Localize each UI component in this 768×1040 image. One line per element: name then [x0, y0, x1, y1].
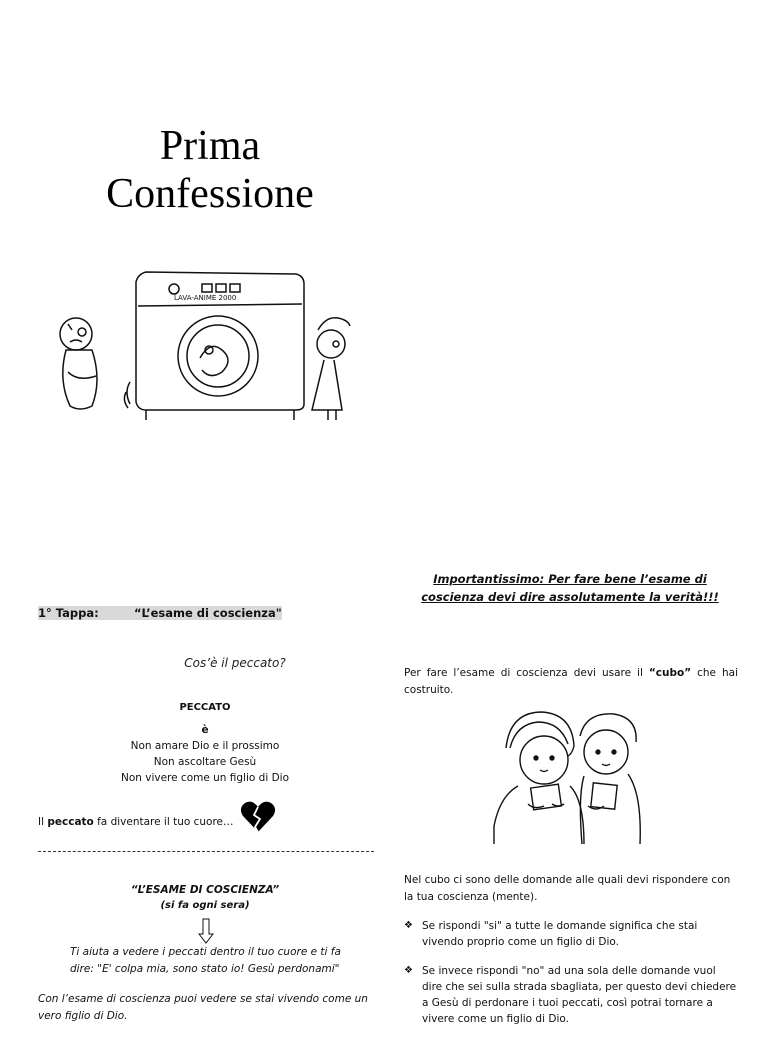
washing-machine-illustration [52, 262, 357, 430]
cubo-paragraph: Per fare l’esame di coscienza devi usare il “cubo” che hai costruito. [404, 667, 738, 696]
peccato-question: Cos’è il peccato? [184, 656, 286, 670]
cuore-sentence: Il peccato fa diventare il tuo cuore… [38, 816, 234, 828]
diamond-bullet-icon: ❖ [404, 965, 413, 976]
tappa-title: “L’esame di coscienza" [134, 606, 282, 620]
peccato-e: è [201, 724, 209, 736]
important-note: Importantissimo: Per fare bene l’esame di coscienza devi dire assolutamente la verità!!! [421, 572, 719, 604]
esame-heading: “L’ESAME DI COSCIENZA” [130, 884, 280, 896]
esame-subheading: (si fa ogni sera) [160, 900, 250, 911]
list-item: ❖ Se rispondi "si" a tutte le domande significa che stai vivendo proprio come un figlio di Dio. [404, 920, 698, 948]
peccato-line: Non amare Dio e il prossimo [130, 740, 280, 752]
list-item: ❖ Se invece rispondi "no" ad una sola delle domande vuol dire che sei sulla strada sbagliata, per questo devi chiedere a Gesù di perdonare i tuoi peccati, così potrai tornare a vivere come un figlio di Dio. [404, 965, 737, 1025]
diamond-bullet-icon: ❖ [404, 920, 413, 931]
peccato-heading: PECCATO [179, 702, 231, 713]
esame-description: Ti aiuta a vedere i peccati dentro il tuo cuore e ti fa dire: "E' colpa mia, sono stato io! Gesù perdonami" [70, 946, 341, 975]
page-title [60, 122, 360, 218]
cubo-bold: “cubo” [648, 667, 692, 679]
down-arrow-icon [198, 918, 214, 944]
title-line-1: Prima [159, 123, 261, 169]
peccato-line: Non vivere come un figlio di Dio [120, 772, 290, 784]
section-divider [38, 851, 374, 852]
broken-heart-icon [240, 800, 276, 834]
washer-label: LAVA-ANIME 2000 [174, 294, 237, 302]
title-line-2: Confessione [106, 171, 314, 217]
esame-conclusion: Con l’esame di coscienza puoi vedere se stai vivendo come un vero figlio di Dio. [38, 993, 368, 1022]
section-heading-tappa [38, 606, 282, 620]
tappa-label: 1° Tappa: [38, 606, 134, 620]
peccato-line: Non ascoltare Gesù [153, 756, 257, 768]
peccato-bold: peccato [47, 816, 94, 828]
peccato-definition [40, 738, 370, 786]
answers-list [404, 918, 738, 1040]
nel-cubo-paragraph: Nel cubo ci sono delle domande alle quali devi rispondere con la tua coscienza (mente). [404, 874, 731, 903]
children-reading-illustration [488, 708, 646, 848]
